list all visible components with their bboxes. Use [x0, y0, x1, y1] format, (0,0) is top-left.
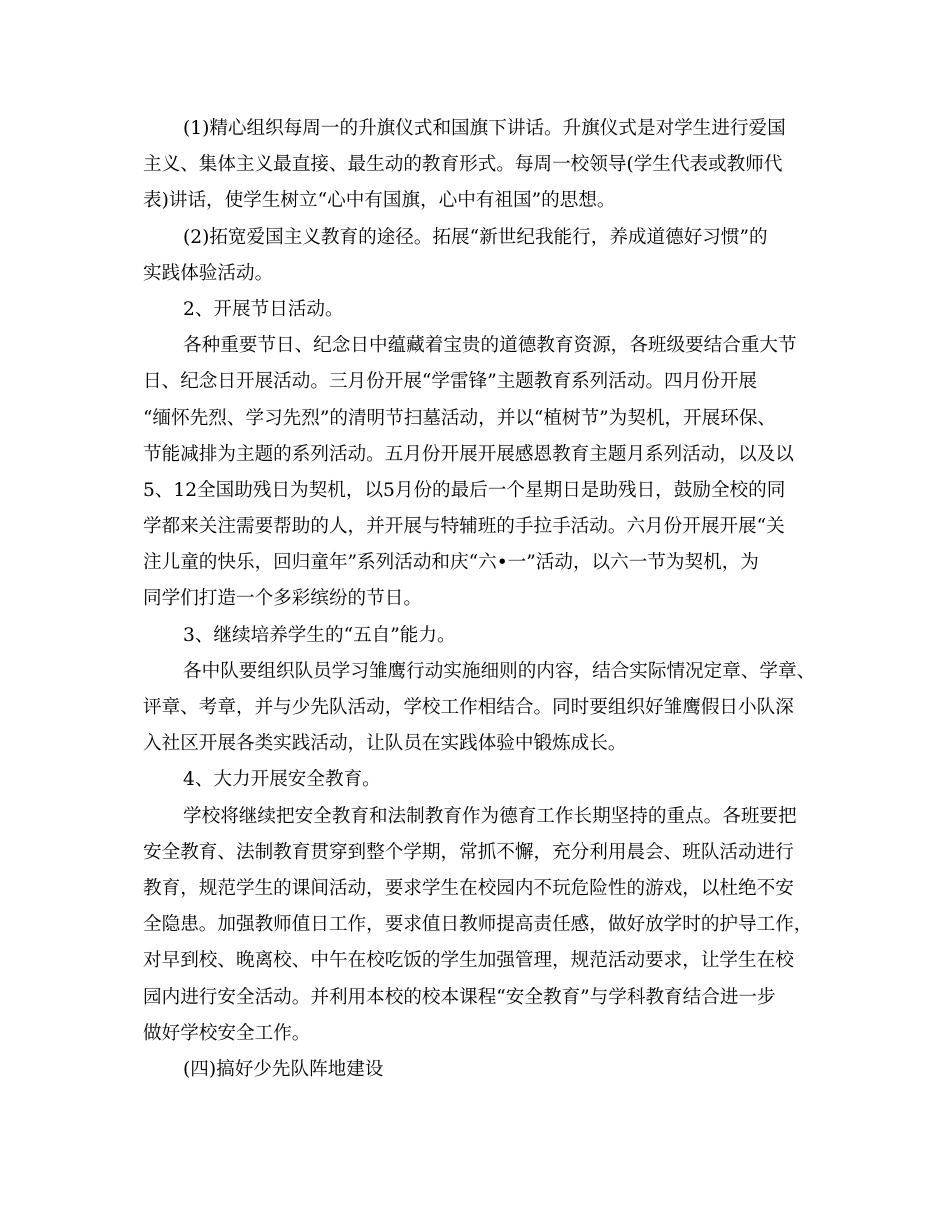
section-heading: (四)搞好少先队阵地建设	[183, 1058, 384, 1080]
paragraph-line: (2)拓宽爱国主义教育的途径。拓展“新世纪我能行，养成道德好习惯”的	[183, 226, 768, 248]
paragraph-line: 5、12全国助残日为契机，以5月份的最后一个星期日是助残日，鼓励全校的同	[143, 479, 786, 501]
paragraph-line: 学都来关注需要帮助的人，并开展与特辅班的手拉手活动。六月份开展开展“关	[143, 516, 785, 538]
paragraph-line: “缅怀先烈、学习先烈”的清明节扫墓活动，并以“植树节”为契机，开展环保、	[143, 407, 777, 429]
paragraph-line: 园内进行安全活动。并利用本校的校本课程“安全教育”与学科教育结合进一步	[143, 986, 776, 1008]
paragraph-line: (1)精心组织每周一的升旗仪式和国旗下讲话。升旗仪式是对学生进行爱国	[183, 118, 786, 139]
paragraph-line: 节能减排为主题的系列活动。五月份开展开展感恩教育主题月系列活动，以及以	[143, 443, 794, 465]
paragraph-line: 全隐患。加强教师值日工作，要求值日教师提高责任感，做好放学时的护导工作，	[143, 914, 813, 936]
paragraph-line: 做好学校安全工作。	[143, 1022, 311, 1044]
paragraph-line: 各中队要组织队员学习雏鹰行动实施细则的内容，结合实际情况定章、学章、	[183, 660, 816, 682]
paragraph-line: 主义、集体主义最直接、最生动的教育形式。每周一校领导(学生代表或教师代	[143, 154, 783, 176]
paragraph-line: 学校将继续把安全教育和法制教育作为德育工作长期坚持的重点。各班要把	[183, 805, 797, 827]
document-body	[143, 111, 815, 1088]
paragraph-line: 注儿童的快乐，回归童年”系列活动和庆“六•一”活动，以六一节为契机，为	[143, 552, 759, 574]
paragraph-line: 评章、考章，并与少先队活动，学校工作相结合。同时要组织好雏鹰假日小队深	[143, 697, 794, 718]
paragraph-line: 实践体验活动。	[143, 262, 274, 284]
paragraph-line: 对早到校、晚离校、中午在校吃饭的学生加强管理，规范活动要求，让学生在校	[143, 950, 794, 972]
paragraph-line: 各种重要节日、纪念日中蕴藏着宝贵的道德教育资源，各班级要结合重大节	[183, 335, 797, 357]
paragraph-line: 安全教育、法制教育贯穿到整个学期，常抓不懈，充分利用晨会、班队活动进行	[143, 841, 794, 863]
paragraph-line: 日、纪念日开展活动。三月份开展“学雷锋”主题教育系列活动。四月份开展	[143, 371, 758, 393]
section-heading: 3、继续培养学生的“五自”能力。	[183, 624, 456, 646]
paragraph-line: 同学们打造一个多彩缤纷的节日。	[143, 588, 422, 610]
section-heading: 2、开展节日活动。	[183, 298, 344, 320]
section-heading: 4、大力开展安全教育。	[183, 769, 381, 791]
paragraph-line: 表)讲话，使学生树立“心中有国旗，心中有祖国”的思想。	[143, 190, 616, 212]
paragraph-line: 教育，规范学生的课间活动，要求学生在校园内不玩危险性的游戏，以杜绝不安	[143, 877, 794, 899]
paragraph-line: 入社区开展各类实践活动，让队员在实践体验中锻炼成长。	[143, 733, 627, 755]
